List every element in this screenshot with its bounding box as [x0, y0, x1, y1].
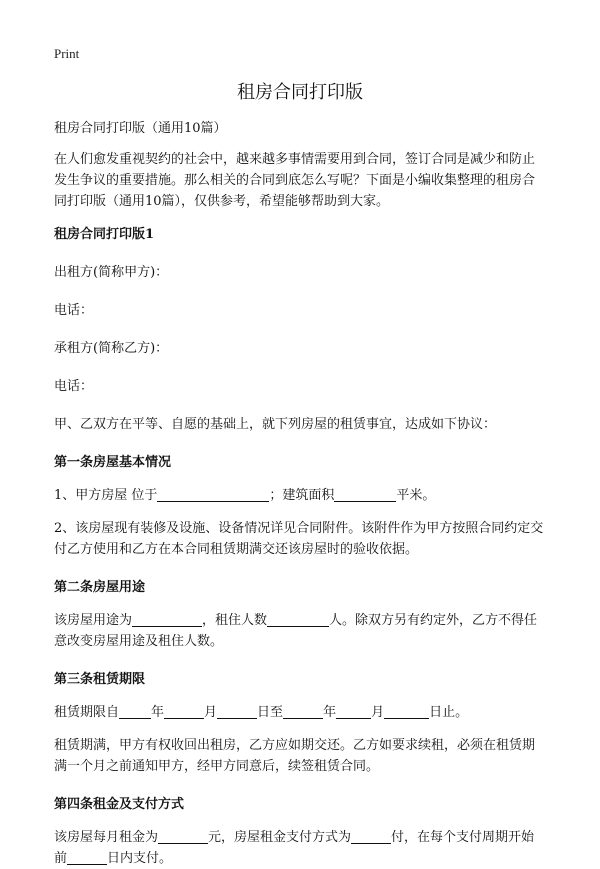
rent-text-a: 该房屋每月租金为 [54, 830, 159, 845]
lessor-line: 出租方(简称甲方)： [54, 265, 169, 280]
start-month-blank [164, 704, 204, 719]
article1-item1 [54, 485, 546, 506]
use-blank [132, 612, 202, 627]
print-label: Print [54, 46, 80, 61]
item1-text-b: ；建筑面积 [269, 488, 335, 503]
article3-renewal: 租赁期满，甲方有权收回出租房，乙方应如期交还。乙方如要求续租，必须在租赁期满一个月之前通知甲方，经甲方同意后，续签租赁合同。 [54, 738, 536, 774]
lessee-line: 承租方(简称乙方)： [54, 341, 169, 356]
article2-paragraph [54, 610, 546, 652]
item1-text-c: 平米。 [396, 488, 436, 503]
document-subtitle: 租房合同打印版（通用10篇） [54, 121, 227, 136]
article3-term [54, 702, 546, 723]
payment-method-blank [351, 829, 391, 844]
document-body [54, 118, 546, 869]
end-day-blank [384, 704, 429, 719]
rent-amount-blank [158, 829, 208, 844]
start-day-blank [217, 704, 257, 719]
term-text-a: 租赁期限自 [54, 705, 120, 720]
start-year-blank [119, 704, 151, 719]
rent-text-b: 元，房屋租金支付方式为 [208, 830, 352, 845]
payment-days-blank [67, 850, 107, 865]
use-text-b: ，租住人数 [202, 613, 268, 628]
use-text-c: 人。除双方另有约定外，乙方不得任意改变房屋用途及租住人数。 [54, 613, 538, 649]
end-year-label: 年 [323, 705, 337, 720]
location-blank [157, 487, 269, 502]
rent-text-d: 日内支付。 [107, 851, 173, 866]
day-end-label: 日止。 [429, 705, 469, 720]
contract-heading: 租房合同打印版1 [54, 227, 155, 242]
article4-heading: 第四条租金及支付方式 [54, 797, 185, 812]
article1-item2: 2、该房屋现有装修及设施、设备情况详见合同附件。该附件作为甲方按照合同约定交付乙方使用和乙方在本合同租赁期满交还该房屋时的验收依据。 [54, 521, 544, 557]
article4-paragraph [54, 827, 546, 869]
use-text-a: 该房屋用途为 [54, 613, 133, 628]
document-title: 租房合同打印版 [237, 82, 363, 103]
area-blank [334, 487, 396, 502]
article2-heading: 第二条房屋用途 [54, 580, 146, 595]
article3-heading: 第三条租赁期限 [54, 672, 146, 687]
start-year-label: 年 [151, 705, 165, 720]
start-month-label: 月 [204, 705, 218, 720]
occupants-blank [267, 612, 329, 627]
lessee-phone-line: 电话： [54, 379, 94, 394]
day-to-label: 日至 [257, 705, 284, 720]
end-month-label: 月 [371, 705, 385, 720]
lessor-phone-line: 电话： [54, 303, 94, 318]
end-month-blank [336, 704, 371, 719]
agreement-paragraph: 甲、乙双方在平等、自愿的基础上，就下列房屋的租赁事宜，达成如下协议： [54, 417, 497, 432]
rent-text-c: 付，在每个支付周期开始前 [54, 830, 535, 866]
intro-paragraph: 在人们愈发重视契约的社会中，越来越多事情需要用到合同，签订合同是减少和防止发生争议的重要措施。那么相关的合同到底怎么写呢？下面是小编收集整理的租房合同打印版（通用10篇），仅供参考，希望能够帮助到大家。 [54, 152, 536, 209]
end-year-blank [283, 704, 323, 719]
article1-heading: 第一条房屋基本情况 [54, 455, 172, 470]
item1-text-a: 1、甲方房屋 位于 [54, 488, 158, 503]
